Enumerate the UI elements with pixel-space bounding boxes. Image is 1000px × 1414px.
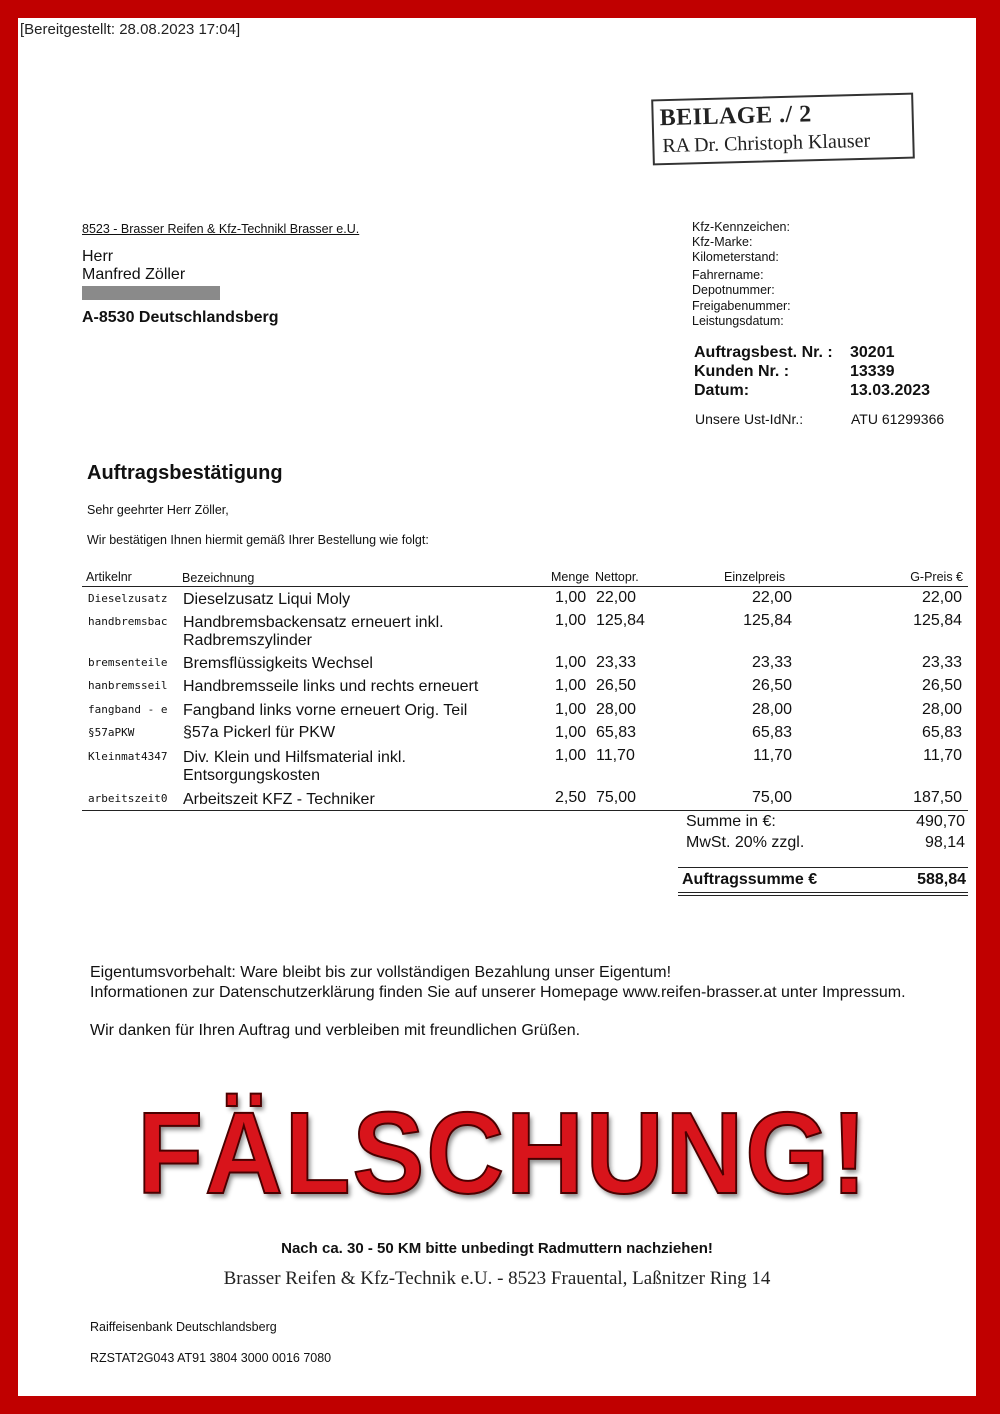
- table-header-rule: [82, 586, 968, 587]
- total-value: 588,84: [917, 871, 966, 888]
- recipient-name: Manfred Zöller: [82, 266, 186, 283]
- row-description: Dieselzusatz Liqui Moly: [183, 591, 351, 608]
- recipient-city: A-8530 Deutschlandsberg: [82, 309, 279, 326]
- row-unit: 75,00: [751, 789, 792, 806]
- customer-number-label: Kunden Nr. :: [694, 363, 790, 380]
- sum-label: Summe in €:: [686, 813, 776, 830]
- date-value: 13.03.2023: [850, 382, 931, 399]
- row-unit: 23,33: [751, 654, 792, 671]
- vehicle-field: Kfz-Kennzeichen:: [692, 220, 790, 234]
- vehicle-field: Leistungsdatum:: [692, 314, 784, 328]
- row-unit: 11,70: [753, 747, 792, 764]
- row-unit: 22,00: [751, 589, 792, 606]
- privacy-text: Informationen zur Datenschutzerklärung finden Sie auf unserer Homepage www.reifen-brasser.at unter Impressum.: [90, 984, 906, 1001]
- row-qty: 1,00: [555, 747, 587, 764]
- col-description: Bezeichnung: [182, 571, 255, 585]
- exhibit-stamp: [651, 93, 915, 166]
- row-qty: 1,00: [555, 677, 587, 694]
- row-article: fangband - e: [88, 703, 168, 716]
- row-net: 26,50: [596, 677, 637, 694]
- row-article: Dieselzusatz: [88, 592, 168, 605]
- vehicle-field: Depotnummer:: [692, 283, 775, 297]
- col-net: Nettopr.: [595, 570, 639, 584]
- total-rule-double-2: [678, 895, 968, 896]
- table-bottom-rule: [82, 810, 968, 811]
- total-rule-double-1: [678, 892, 968, 893]
- row-unit: 65,83: [751, 724, 792, 741]
- vat-id-value: ATU 61299366: [851, 411, 945, 427]
- row-description: §57a Pickerl für PKW: [183, 724, 336, 741]
- vat-value: 98,14: [924, 834, 965, 851]
- row-article: Kleinmat4347: [88, 750, 168, 763]
- row-net: 22,00: [596, 589, 637, 606]
- row-description: Div. Klein und Hilfsmaterial inkl.: [183, 749, 406, 766]
- sender-line: 8523 - Brasser Reifen & Kfz-Technikl Brasser e.U.: [82, 222, 360, 236]
- row-description: Handbremsbackensatz erneuert inkl.: [183, 614, 444, 631]
- row-description: Handbremsseile links und rechts erneuert: [183, 678, 479, 695]
- row-unit: 28,00: [751, 701, 792, 718]
- row-article: §57aPKW: [88, 726, 135, 739]
- row-description-cont: Entsorgungskosten: [183, 767, 320, 784]
- bank-iban: RZSTAT2G043 AT91 3804 3000 0016 7080: [90, 1351, 332, 1365]
- row-description: Arbeitszeit KFZ - Techniker: [183, 791, 375, 808]
- row-total: 22,00: [921, 589, 962, 606]
- document-page: [18, 18, 976, 1396]
- row-net: 65,83: [596, 724, 637, 741]
- col-article: Artikelnr: [86, 570, 132, 584]
- customer-number-value: 13339: [850, 363, 895, 380]
- row-qty: 1,00: [555, 701, 587, 718]
- order-number-value: 30201: [850, 344, 895, 361]
- row-article: arbeitszeit0: [88, 792, 168, 805]
- row-description-cont: Radbremszylinder: [183, 632, 312, 649]
- bank-name: Raiffeisenbank Deutschlandsberg: [90, 1320, 277, 1334]
- row-total: 23,33: [921, 654, 962, 671]
- document-title: Auftragsbestätigung: [87, 462, 283, 484]
- thanks-text: Wir danken für Ihren Auftrag und verbleiben mit freundlichen Grüßen.: [90, 1022, 581, 1039]
- row-qty: 1,00: [555, 612, 587, 629]
- recipient-salutation: Herr: [82, 248, 114, 265]
- total-label: Auftragssumme €: [682, 871, 818, 888]
- greeting: Sehr geehrter Herr Zöller,: [87, 503, 229, 517]
- wheel-nut-note: Nach ca. 30 - 50 KM bitte unbedingt Radmuttern nachziehen!: [281, 1240, 713, 1257]
- row-article: hanbremsseil: [88, 679, 168, 692]
- row-qty: 1,00: [555, 724, 587, 741]
- redacted-street: [82, 286, 220, 300]
- provided-timestamp: [Bereitgestellt: 28.08.2023 17:04]: [20, 21, 241, 38]
- forgery-overlay: FÄLSCHUNG!: [137, 1088, 869, 1218]
- row-qty: 1,00: [555, 654, 587, 671]
- vat-id-label: Unsere Ust-IdNr.:: [695, 411, 804, 427]
- row-net: 23,33: [596, 654, 637, 671]
- row-total: 26,50: [921, 677, 962, 694]
- vat-label: MwSt. 20% zzgl.: [686, 834, 805, 851]
- row-net: 125,84: [596, 612, 645, 629]
- company-line: Brasser Reifen & Kfz-Technik e.U. - 8523 Frauental, Laßnitzer Ring 14: [223, 1268, 771, 1289]
- row-qty: 2,50: [555, 789, 587, 806]
- row-total: 125,84: [913, 612, 962, 629]
- sum-value: 490,70: [916, 813, 965, 830]
- order-number-label: Auftragsbest. Nr. :: [694, 344, 833, 361]
- col-qty: Menge: [551, 570, 590, 584]
- vehicle-field: Kfz-Marke:: [692, 235, 753, 249]
- col-total: G-Preis €: [910, 570, 963, 584]
- row-total: 65,83: [921, 724, 962, 741]
- row-net: 75,00: [596, 789, 637, 806]
- col-unit: Einzelpreis: [724, 570, 786, 584]
- stamp-line-2: RA Dr. Christoph Klauser: [662, 129, 871, 158]
- row-total: 11,70: [923, 747, 962, 764]
- row-description: Fangband links vorne erneuert Orig. Teil: [183, 702, 468, 719]
- row-unit: 26,50: [751, 677, 792, 694]
- vehicle-field: Fahrername:: [692, 268, 764, 282]
- row-qty: 1,00: [555, 589, 587, 606]
- date-label: Datum:: [694, 382, 750, 399]
- vehicle-field: Freigabenummer:: [692, 299, 791, 313]
- row-net: 28,00: [596, 701, 637, 718]
- row-total: 28,00: [921, 701, 962, 718]
- row-unit: 125,84: [743, 612, 792, 629]
- row-article: bremsenteile: [88, 656, 168, 669]
- row-total: 187,50: [913, 789, 962, 806]
- row-article: handbremsbac: [88, 615, 168, 628]
- stamp-line-1: BEILAGE ./ 2: [659, 101, 813, 132]
- row-net: 11,70: [596, 747, 635, 764]
- reservation-text: Eigentumsvorbehalt: Ware bleibt bis zur vollständigen Bezahlung unser Eigentum!: [90, 964, 672, 981]
- vehicle-field: Kilometerstand:: [692, 250, 779, 264]
- intro-text: Wir bestätigen Ihnen hiermit gemäß Ihrer Bestellung wie folgt:: [87, 533, 429, 547]
- total-rule-top: [678, 867, 968, 868]
- row-description: Bremsflüssigkeits Wechsel: [183, 655, 373, 672]
